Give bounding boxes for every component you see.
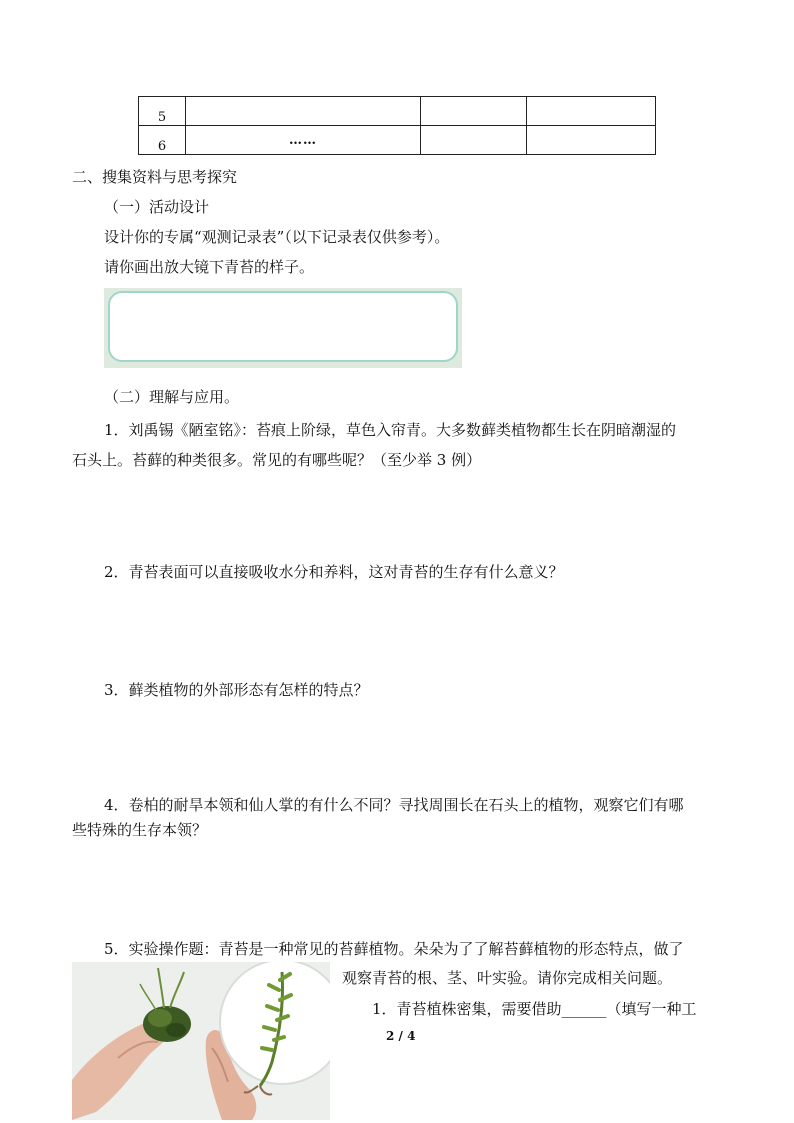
table-cell [527,126,656,155]
question-1: 1．刘禹锡《陋室铭》：苔痕上阶绿，草色入帘青。大多数藓类植物都生长在阴暗潮湿的 [104,421,677,439]
question-5-sub1: 1．青苔植株密集，需要借助______（填写一种工 [372,1000,697,1018]
page-number: 2 / 4 [386,1029,416,1043]
question-5-cont: 观察青苔的根、茎、叶实验。请你完成相关问题。 [342,969,673,987]
question-2: 2．青苔表面可以直接吸收水分和养料，这对青苔的生存有什么意义？ [104,563,564,581]
record-table [138,96,656,155]
drawing-area[interactable] [108,291,458,362]
question-3: 3．藓类植物的外部形态有怎样的特点？ [104,681,369,699]
table-cell [421,97,527,126]
table-row [139,126,656,155]
section-heading: 二、搜集资料与思考探究 [72,168,238,186]
subsection-title: （二）理解与应用。 [104,388,240,406]
table-cell [421,126,527,155]
row-number: 6 [139,126,186,155]
table-cell [527,97,656,126]
moss-photo-illustration [72,962,330,1120]
question-1-cont: 石头上。苔藓的种类很多。常见的有哪些呢？（至少举 3 例） [72,451,482,469]
moss-photo [72,962,330,1120]
design-instruction: 设计你的专属“观测记录表”（以下记录表仅供参考）。 [104,228,450,246]
subsection-title: （一）活动设计 [104,198,210,216]
question-4-cont: 些特殊的生存本领？ [72,821,208,839]
draw-prompt: 请你画出放大镜下青苔的样子。 [104,258,315,276]
question-4: 4．卷柏的耐旱本领和仙人掌的有什么不同？寻找周围长在石头上的植物，观察它们有哪 [104,796,684,814]
drawing-frame [104,288,462,368]
question-5: 5．实验操作题：青苔是一种常见的苔藓植物。朵朵为了了解苔藓植物的形态特点，做了 [104,940,684,958]
table-row [139,97,656,126]
table-cell [186,97,421,126]
row-number: 5 [139,97,186,126]
table-cell: …… [186,126,421,155]
